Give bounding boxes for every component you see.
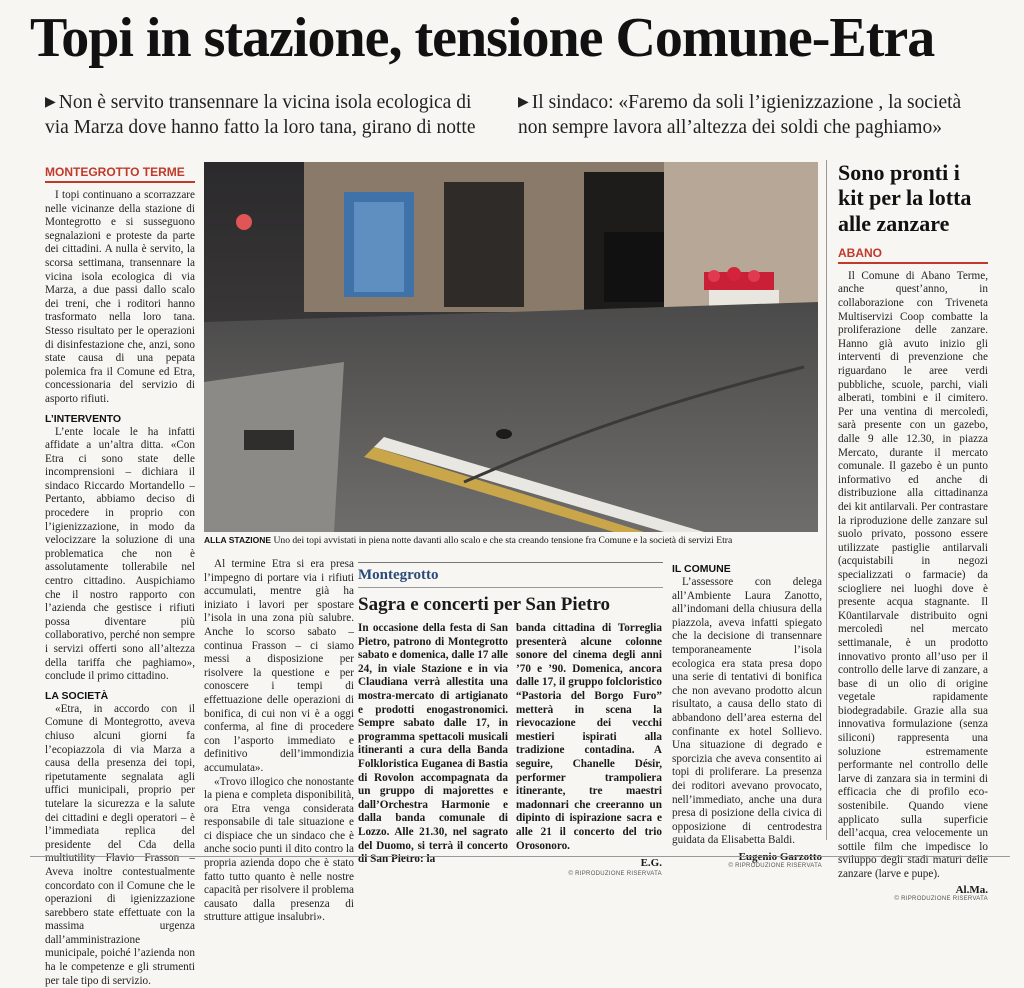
subhead-left <box>45 90 500 141</box>
sagra-kicker: Montegrotto <box>358 567 439 583</box>
caption-text: Uno dei topi avvistati in piena notte davanti allo scalo e che sta creando tensione fra Comune e la società di servizi Etra <box>273 535 733 546</box>
sagra-repro: © RIPRODUZIONE RISERVATA <box>568 871 662 878</box>
main-article-col4 <box>672 563 822 869</box>
sagra-title: Sagra e concerti per San Pietro <box>358 594 611 615</box>
zanzare-kicker: ABANO <box>838 246 988 264</box>
sagra-box <box>358 562 663 877</box>
subhead-comune: IL COMUNE <box>672 563 731 575</box>
sagra-signature: E.G. <box>640 857 662 870</box>
arrow-icon: ▶ <box>45 95 56 110</box>
main-col4-comune: L’assessore con delega all’Ambiente Laura Zanotto, all’indomani della chiusura della piazzola, aveva infatti spiegato che la decisione di transennare temporaneamente l’isola ecologica era stata presa dopo una serie di tentativi di bonifica che non avevano prodotto alcun risultato, a causa dello stato di abbandono dell’area esterna del confinante ex hotel Sollievo. Una situazione di degrado e sporcizia che aveva consentito ai topi di proliferare. La presenza dei roditori avevano provocato, nell’immediato, anche una dura presa di posizione della civica di opposizione di centrodestra guidata da Elisabetta Baldi. <box>672 576 822 847</box>
main-repro: © RIPRODUZIONE RISERVATA <box>728 862 822 869</box>
subhead-right-text: Il sindaco: «Faremo da soli l’igienizzazione , la società non sempre lavora all’altezza dei soldi che paghiamo» <box>518 92 962 139</box>
main-article-col2: Al termine Etra si era presa l’impegno di portare via i rifiuti accumulati, mentre già ha iniziato i lavori per spostare l’isola in una zona più salubre. Anche lo scorso sabato – continua Frasson – ci siamo messi a disposizione per risolvere la questione e per conoscere i tempi di effettuazione delle operazioni di bonifica, di cui non vi è a oggi conferma, al fine di procedere con l’asporto immediato e definitivo dell’immondizia accumulata». «Trovo illogico che nonostante la piena e completa disponibilità, ora Etra venga considerata responsabile di tale situazione e ci dispiace che un sindaco che è anche socio punti il dito contro la propria azienda dopo che è stato fatto tutto quanto è nelle nostre capacità per risolvere il problema causato dalla presenza di strutture attigue insalubri». <box>204 558 354 924</box>
zanzare-sidebar <box>838 160 988 902</box>
zanzare-signature: Al.Ma. <box>955 883 988 896</box>
main-signature: Eugenio Garzotto <box>738 850 822 863</box>
caption-label: ALLA STAZIONE <box>204 535 272 545</box>
subhead-societa: LA SOCIETÀ <box>45 689 109 702</box>
zanzare-text: Il Comune di Abano Terme, anche quest’anno, in collaborazione con Triveneta Multiservizi Coop combatte la proliferazione delle zanzare. Hanno già avuto inizio gli interventi di prevenzione che riguardano le aree verdi pubbliche, scuole, parchi, viali alberati, tombini e il cimitero. Per una ventina di mercoledì, sarà presente con un gazebo, dalle 9 alle 12.30, in piazza Mercato, durante il mercato comunale. Il gazebo è un punto informativo ed anche di distribuzione alla cittadinanza dei kit antilarvali. Per contrastare la riproduzione delle zanzare sul suolo privato, possono essere utilizzate pastiglie antilarvali (acquistabili in negozi specializzati o farmacie) da sciogliere nei luoghi dove è presente acqua stagnante. Il K0antilarvale distribuito ogni mercoledì nel mercato settimanale, è un prodotto innovativo pronto all’uso per il controllo delle larve di zanzare, a base di un olio di origine vegetale rapidamente biodegradabile. Grazie alla sua innovativa formulazione (senza siliconi) rappresenta una soluzione estremamente performante nel controllo delle larve di zanzara sia in termini di efficacia che di profilo eco-sostenibile. Quando viene applicato sulla superficie dell’acqua, crea velocemente un sottile film che impedisce lo sviluppo degli stadi maturi delle zanzare (larve e pupe). <box>838 269 988 881</box>
photo-caption <box>204 534 818 547</box>
station-photo <box>204 162 818 532</box>
bottom-rule <box>30 856 1010 857</box>
subhead-right <box>518 90 988 141</box>
main-col1-intro: I topi continuano a scorrazzare nelle vicinanze della stazione di Montegrotto e si susseguono segnalazioni e proteste da parte dei cittadini. A nulla è servito, la scorsa settimana, transennare la vicina isola ecologica di via Marza, a due passi dallo scalo dei treni, che i roditori hanno trasformato nella loro tana. Stesso risultato per le operazioni di disinfestazione che, anzi, sono state causa di una pepata polemica fra il Comune ed Etra, concessionaria del servizio di asporto rifiuti. <box>45 189 195 405</box>
sagra-col1: In occasione della festa di San Pietro, patrono di Montegrotto sabato e domenica, dalle 17 alle 24, in viale Stazione e in via Claudiana verrà allestita una mostra-mercato di artigianato e prodotti enogastronomici. Sempre sabato dalle 17, in programma spettacoli musicali itineranti a cura della Banda Folkloristica Euganea di Bastia di Rovolon accompagnata da un gruppo di majorettes e dall’Orchestra Harmonie e dalla banda comunale di Lozzo. Alle 21.30, nel sagrato del Duomo, si terrà il concerto di San Pietro: la <box>358 622 508 866</box>
main-col1-societa: «Etra, in accordo con il Comune di Montegrotto, aveva chiuso alcuni giorni fa l’ecopiazzola di via Marza a causa della presenza dei topi, ripetutamente segnalata agli uffici municipali, proprio per tutelare la sicurezza e la salute dei cittadini e degli operatori – è l’immediata replica del presidente del Cda della multiutility Flavio Frasson – Aveva inoltre contestualmente concordato con il Comune che le operazioni di igienizzazione sarebbero state effettuate con la massima urgenza dall’amministrazione municipale, poiché l’azienda non ha le competenze e gli strumenti per tale tipo di servizio. <box>45 702 195 987</box>
main-kicker: MONTEGROTTO TERME <box>45 165 195 183</box>
headline: Topi in stazione, tensione Comune-Etra <box>30 7 935 69</box>
subhead-intervento: L’INTERVENTO <box>45 412 122 425</box>
column-divider <box>826 160 827 840</box>
zanzare-repro: © RIPRODUZIONE RISERVATA <box>894 895 988 902</box>
zanzare-title: Sono pronti i kit per la lotta alle zanzare <box>838 160 972 236</box>
arrow-icon: ▶ <box>518 95 529 110</box>
subhead-left-text: Non è servito transennare la vicina isola ecologica di via Marza dove hanno fatto la loro tana, girano di notte <box>45 92 476 139</box>
main-col1-intervento: L’ente locale le ha infatti affidate a un’altra ditta. «Con Etra ci sono state delle incomprensioni – dichiara il sindaco Riccardo Mortandello – Pertanto, abbiamo deciso di procedere in proprio con l’igienizzazione, in modo da velocizzare la soluzione di una problematica che non è assolutamente tollerabile nel centro cittadino. Auspichiamo che il nostro rapporto con l’azienda che gestisce i rifiuti possa diventare più collaborativo, perché non sempre i servizi offerti sono all’altezza della tariffa che paghiamo», conclude il primo cittadino. <box>45 425 195 683</box>
main-article-col1 <box>45 165 195 988</box>
sagra-col2: banda cittadina di Torreglia presenterà alcune colonne sonore del cinema degli anni ’70 e ’90. Domenica, ancora dalle 17, il gruppo folcloristico “Pastoria del Borgo Furo” metterà in scena la rievocazione dei vecchi mestieri ispirati alla tradizione contadina. A seguire, Chanelle Désir, performer trampoliera itinerante, tre maestri madonnari che creeranno un dipinto di ispirazione sacra e alle 21 il concerto del trio Orosonoro. <box>516 622 662 852</box>
station-night-image <box>204 162 818 532</box>
